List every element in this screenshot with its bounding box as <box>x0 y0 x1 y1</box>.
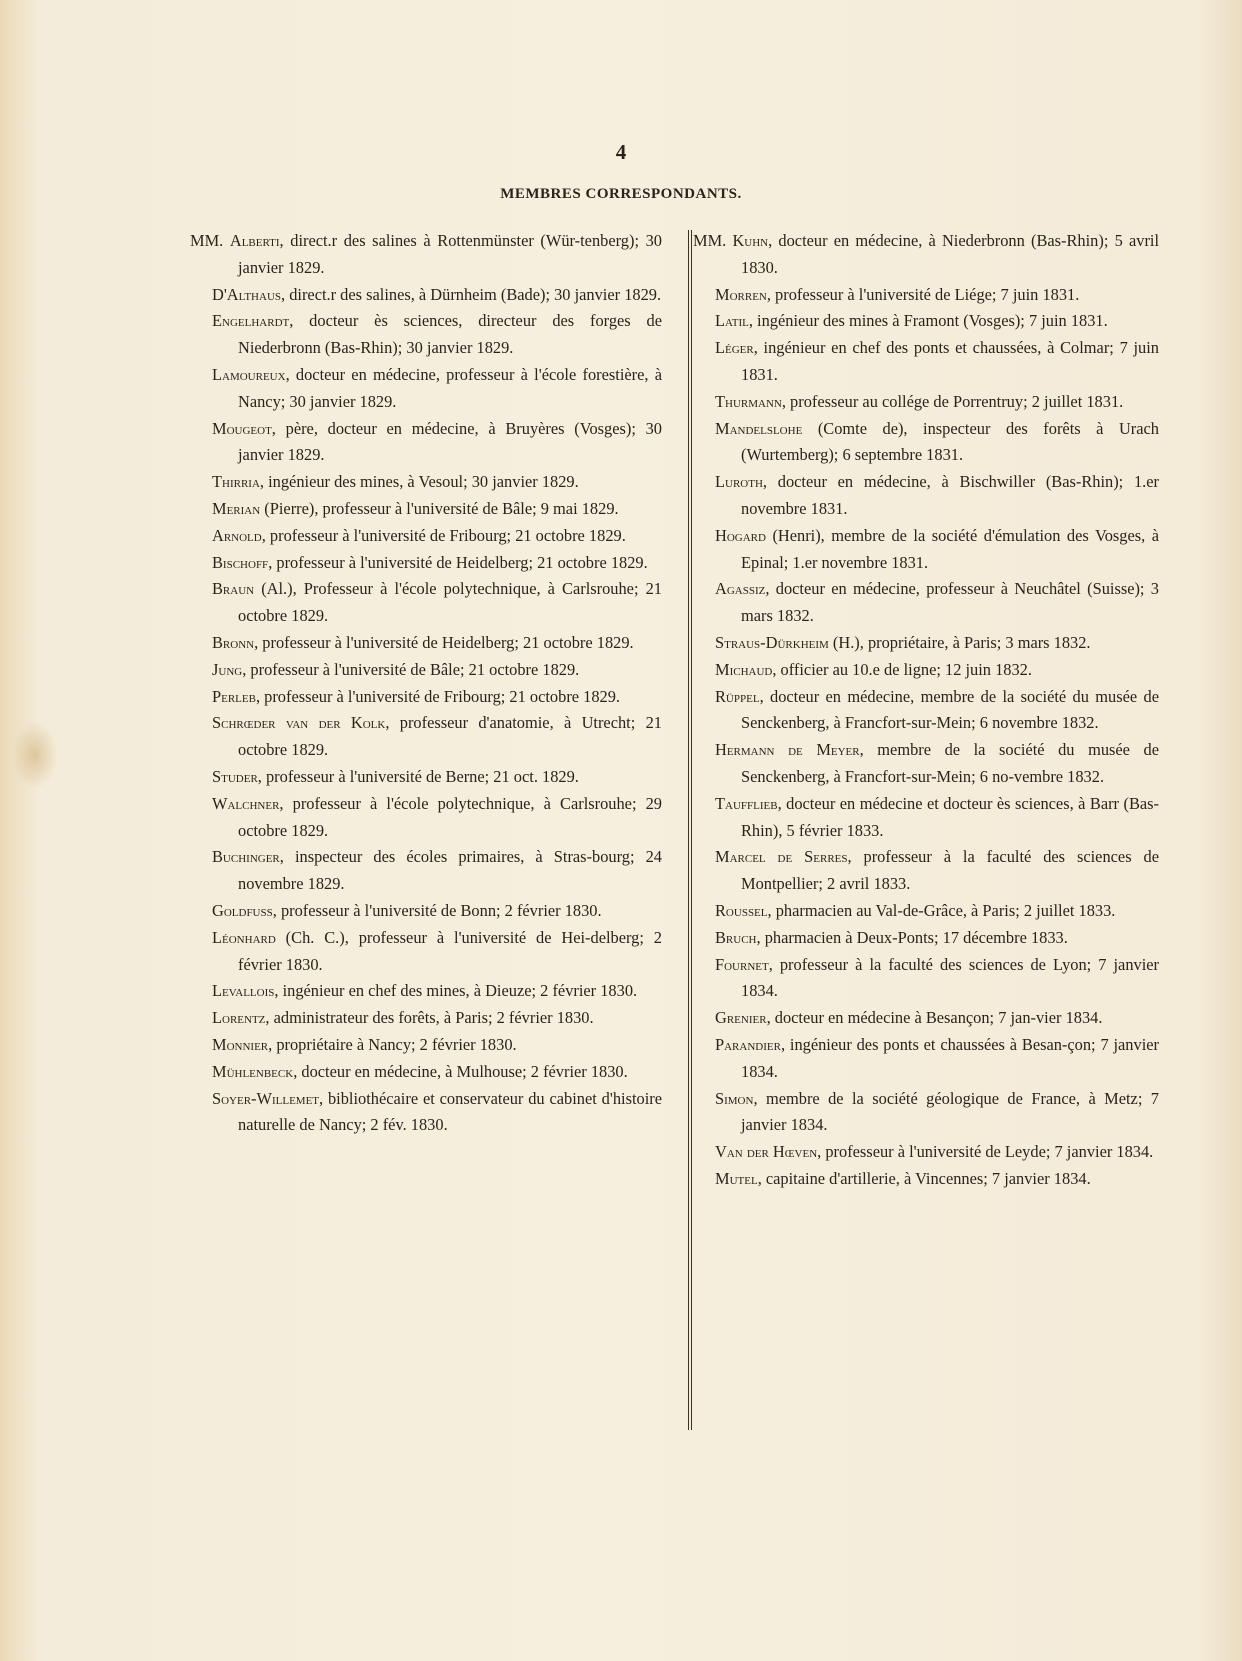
member-name: Buchinger <box>212 847 280 867</box>
member-entry <box>715 844 1159 898</box>
column-divider <box>688 230 692 1430</box>
member-entry <box>715 1166 1159 1193</box>
member-entry <box>212 1005 662 1032</box>
member-details: , bibliothécaire et conservateur du cabinet d'histoire naturelle de Nancy; 2 fév. 1830. <box>238 1088 662 1135</box>
member-details: , ingénieur des ponts et chaussées à Besan-çon; 7 janvier 1834. <box>741 1034 1159 1081</box>
member-name: Kuhn <box>732 231 769 250</box>
member-name: Studer <box>212 766 258 786</box>
member-details: , professeur au collége de Porrentruy; 2 juillet 1831. <box>781 391 1124 411</box>
member-entry <box>715 576 1159 630</box>
member-name: Lamoureux <box>212 364 286 384</box>
member-details: , docteur en médecine, à Niederbronn (Bas-Rhin); 5 avril 1830. <box>741 231 1160 277</box>
member-entry <box>715 952 1159 1006</box>
member-details: , ingénieur des mines, à Vesoul; 30 janvier 1829. <box>259 472 579 492</box>
member-entry <box>212 925 662 979</box>
member-details: , professeur d'anatomie, à Utrecht; 21 octobre 1829. <box>238 713 662 760</box>
member-entry <box>715 925 1159 952</box>
member-entry <box>715 308 1159 335</box>
member-entry <box>715 335 1159 389</box>
member-details: (Henri), membre de la société d'émulation des Vosges, à Epinal; 1.er novembre 1831. <box>741 525 1159 572</box>
member-name: Mühlenbeck <box>212 1061 294 1081</box>
member-details: , propriétaire à Nancy; 2 février 1830. <box>268 1034 517 1054</box>
member-name: Marcel de Serres <box>715 847 848 867</box>
member-name: Grenier <box>715 1008 767 1028</box>
member-name: Braun <box>212 579 255 599</box>
member-name: Agassiz <box>715 579 766 599</box>
member-name: Alberti <box>229 231 280 250</box>
member-details: , docteur en médecine, professeur à Neuchâtel (Suisse); 3 mars 1832. <box>741 579 1159 626</box>
member-details: , professeur à l'université de Heidelberg; 21 octobre 1829. <box>254 632 634 652</box>
member-details: , ingénieur en chef des ponts et chaussées, à Colmar; 7 juin 1831. <box>741 338 1159 384</box>
member-entry <box>715 523 1159 577</box>
member-entry <box>715 630 1159 657</box>
member-entry <box>715 1086 1159 1140</box>
member-details: , docteur en médecine, professeur à l'école forestière, à Nancy; 30 janvier 1829. <box>238 364 662 411</box>
member-details: , docteur en médecine, à Mulhouse; 2 février 1830. <box>293 1061 628 1081</box>
member-details: , docteur en médecine, membre de la société du musée de Senckenberg, à Francfort-sur-Mein; 6 novembre 1832. <box>741 686 1159 733</box>
member-name: Mutel <box>715 1168 758 1188</box>
member-entry <box>212 1086 662 1140</box>
member-details: , professeur à l'université de Leyde; 7 janvier 1834. <box>817 1142 1154 1162</box>
member-name: Mandelslohe <box>715 418 803 438</box>
member-entry <box>212 898 662 925</box>
member-entry <box>715 791 1159 845</box>
member-name: Van der Hœven <box>715 1142 818 1162</box>
member-details: , professeur à l'université de Fribourg; 21 octobre 1829. <box>261 525 626 545</box>
member-name: Soyer-Willemet <box>212 1088 320 1108</box>
member-details: , professeur à l'université de Liége; 7 juin 1831. <box>766 284 1080 304</box>
member-details: , professeur à l'université de Berne; 21 oct. 1829. <box>257 766 579 786</box>
member-details: , pharmacien à Deux-Ponts; 17 décembre 1833. <box>756 927 1068 947</box>
member-entry <box>715 469 1159 523</box>
member-name: Léonhard <box>212 927 276 947</box>
left-column <box>190 228 662 1139</box>
member-details: , officier au 10.e de ligne; 12 juin 1832. <box>772 659 1032 679</box>
member-details: , docteur en médecine, à Bischwiller (Bas-Rhin); 1.er novembre 1831. <box>741 472 1159 518</box>
member-name: Fournet <box>715 954 769 974</box>
member-details: , direct.r des salines à Rottenmünster (Wür-tenberg); 30 janvier 1829. <box>238 231 662 277</box>
member-entry <box>715 389 1159 416</box>
member-details: , professeur à l'université de Bonn; 2 février 1830. <box>272 900 602 920</box>
member-name: Arnold <box>212 525 262 545</box>
paper-stain <box>12 720 58 790</box>
entry-prefix: MM. <box>190 231 230 250</box>
member-details: , pharmacien au Val-de-Grâce, à Paris; 2 juillet 1833. <box>767 900 1116 920</box>
member-name: Thirria <box>212 472 260 492</box>
member-name: Thurmann <box>715 391 782 411</box>
member-details: , membre de la société géologique de France, à Metz; 7 janvier 1834. <box>741 1088 1159 1135</box>
member-details: , capitaine d'artillerie, à Vincennes; 7 janvier 1834. <box>757 1168 1091 1188</box>
member-details: , docteur ès sciences, directeur des forges de Niederbronn (Bas-Rhin); 30 janvier 1829. <box>238 311 662 358</box>
member-name: Jung <box>212 659 243 679</box>
member-details: , professeur à l'université de Heidelberg; 21 octobre 1829. <box>268 552 648 572</box>
section-title: MEMBRES CORRESPONDANTS. <box>500 186 742 202</box>
member-details: (Comte de), inspecteur des forêts à Urach (Wurtemberg); 6 septembre 1831. <box>741 418 1159 465</box>
member-name: Bruch <box>715 927 757 947</box>
member-entry <box>715 898 1159 925</box>
member-details: , membre de la société du musée de Senckenberg, à Francfort-sur-Mein; 6 no-vembre 1832. <box>741 740 1159 786</box>
member-name: Perleb <box>212 686 256 706</box>
member-details: , professeur à la faculté des sciences de Montpellier; 2 avril 1833. <box>741 847 1159 894</box>
member-name: Mougeot <box>212 418 272 438</box>
member-name: Lorentz <box>212 1008 266 1028</box>
member-name: D'Althaus <box>212 284 282 304</box>
member-details: , docteur en médecine et docteur ès sciences, à Barr (Bas-Rhin), 5 février 1833. <box>741 793 1159 840</box>
member-details: , docteur en médecine à Besançon; 7 jan-vier 1834. <box>766 1008 1103 1028</box>
member-entry <box>212 550 662 577</box>
member-entry <box>212 362 662 416</box>
member-entry <box>212 1059 662 1086</box>
member-entry <box>212 791 662 845</box>
member-details: , professeur à l'école polytechnique, à Carlsrouhe; 29 octobre 1829. <box>238 793 662 840</box>
member-name: Hermann de Meyer <box>715 740 860 760</box>
member-name: Bronn <box>212 632 255 652</box>
entry-prefix: MM. <box>693 231 733 250</box>
member-details: (H.), propriétaire, à Paris; 3 mars 1832. <box>828 632 1091 652</box>
member-entry <box>212 469 662 496</box>
member-name: Walchner <box>212 793 280 813</box>
member-details: , professeur à l'université de Bâle; 21 octobre 1829. <box>242 659 580 679</box>
member-name: Luroth <box>715 472 763 492</box>
member-entry <box>715 1032 1159 1086</box>
member-name: Léger <box>715 338 754 358</box>
page-number: 4 <box>615 140 627 164</box>
member-entry <box>212 576 662 630</box>
member-entry <box>715 737 1159 791</box>
member-details: , administrateur des forêts, à Paris; 2 février 1830. <box>265 1008 594 1028</box>
member-details: , ingénieur en chef des mines, à Dieuze; 2 février 1830. <box>274 981 638 1001</box>
member-details: , professeur à l'université de Fribourg; 21 octobre 1829. <box>255 686 621 706</box>
member-entry <box>715 1139 1159 1166</box>
member-name: Michaud <box>715 659 773 679</box>
member-details: (Pierre), professeur à l'université de Bâle; 9 mai 1829. <box>260 498 619 518</box>
member-entry <box>212 764 662 791</box>
member-entry <box>212 1032 662 1059</box>
member-details: , ingénieur des mines à Framont (Vosges); 7 juin 1831. <box>748 311 1108 331</box>
member-name: Hogard <box>715 525 766 545</box>
member-details: , direct.r des salines, à Dürnheim (Bade); 30 janvier 1829. <box>281 284 662 304</box>
member-name: Parandier <box>715 1034 781 1054</box>
member-name: Roussel <box>715 900 768 920</box>
member-entry <box>715 416 1159 470</box>
member-name: Goldfuss <box>212 900 273 920</box>
member-name: Monnier <box>212 1034 269 1054</box>
member-name: Schrœder van der Kolk <box>212 713 386 733</box>
member-entry <box>212 523 662 550</box>
member-details: , père, docteur en médecine, à Bruyères (Vosges); 30 janvier 1829. <box>238 418 662 465</box>
member-entry <box>693 228 1159 282</box>
member-details: , inspecteur des écoles primaires, à Stras-bourg; 24 novembre 1829. <box>238 847 662 894</box>
member-entry <box>212 844 662 898</box>
member-name: Latil <box>715 311 749 331</box>
member-name: Simon <box>715 1088 754 1108</box>
member-entry <box>212 657 662 684</box>
member-name: Straus-Dürkheim <box>715 632 829 652</box>
member-name: Morren <box>715 284 767 304</box>
right-column <box>693 228 1160 1193</box>
member-name: Engelhardt <box>212 311 290 331</box>
member-entry <box>715 282 1159 309</box>
member-entry <box>212 496 662 523</box>
member-entry <box>212 416 662 470</box>
member-name: Merian <box>212 498 261 518</box>
member-details: , professeur à la faculté des sciences de Lyon; 7 janvier 1834. <box>741 954 1159 1001</box>
member-entry <box>212 630 662 657</box>
member-details: (Al.), Professeur à l'école polytechnique, à Carlsrouhe; 21 octobre 1829. <box>238 579 662 626</box>
member-name: Bischoff <box>212 552 269 572</box>
member-entry <box>212 684 662 711</box>
member-entry <box>212 308 662 362</box>
member-entry <box>212 978 662 1005</box>
member-entry <box>212 710 662 764</box>
member-name: Levallois <box>212 981 275 1001</box>
member-name: Rüppel <box>715 686 760 706</box>
member-entry <box>715 657 1159 684</box>
member-details: (Ch. C.), professeur à l'université de Hei-delberg; 2 février 1830. <box>238 927 662 974</box>
member-entry <box>715 684 1159 738</box>
member-name: Tauffliеb <box>715 793 778 813</box>
member-entry <box>212 282 662 309</box>
member-entry <box>715 1005 1159 1032</box>
member-entry <box>190 228 662 282</box>
